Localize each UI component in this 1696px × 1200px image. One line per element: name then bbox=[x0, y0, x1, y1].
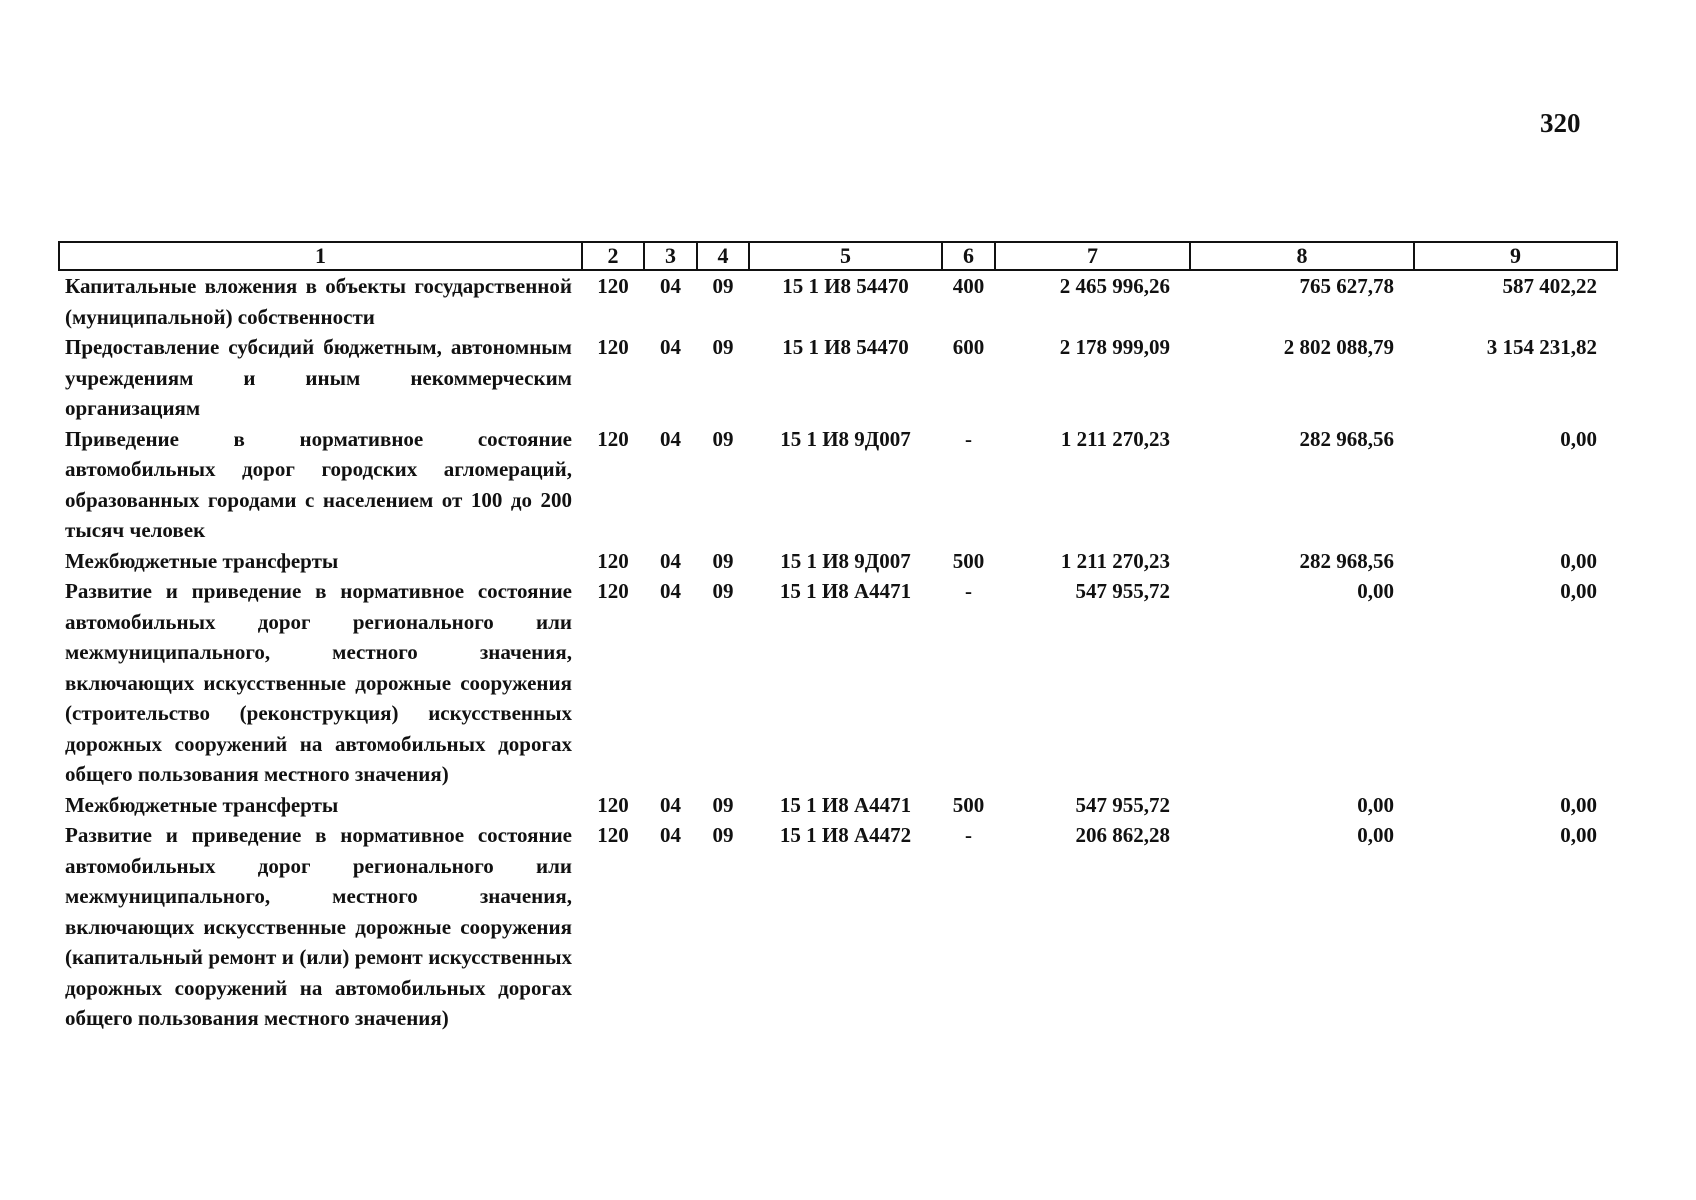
header-col-6: 6 bbox=[942, 242, 995, 270]
row-code-expense-type: - bbox=[965, 823, 972, 847]
header-col-3: 3 bbox=[644, 242, 697, 270]
row-code-section: 04 bbox=[660, 548, 681, 573]
header-col-4: 4 bbox=[697, 242, 749, 270]
row-amount-col7: 1 211 270,23 bbox=[1060, 426, 1170, 451]
row-code-expense-type: - bbox=[965, 579, 972, 603]
row-code-ministry: 120 bbox=[597, 548, 629, 573]
row-code-section: 04 bbox=[660, 792, 681, 817]
row-code-subsection: 09 bbox=[712, 335, 734, 359]
page-number: 320 bbox=[1540, 108, 1581, 138]
row-amount-col9: 0,00 bbox=[1560, 792, 1597, 817]
row-amount-col9: 0,00 bbox=[1560, 426, 1597, 451]
row-code-target: 15 1 И8 А4472 bbox=[779, 823, 912, 847]
row-amount-col9: 0,00 bbox=[1560, 548, 1597, 573]
row-amount-col9: 3 154 231,82 bbox=[1486, 335, 1597, 359]
row-name: Развитие и приведение в нормативное состояние автомобильных дорог регионального или межмуниципального, местного значения, включающих искусственные дорожные сооружения (строительство (реконструкция) искусственных дорожных сооружений на автомобильных дорогах общего пользования местного значения) bbox=[65, 579, 572, 786]
table-row bbox=[59, 576, 1617, 790]
row-code-section: 04 bbox=[660, 426, 681, 451]
row-code-ministry: 120 bbox=[597, 426, 629, 451]
row-code-target: 15 1 И8 54470 bbox=[782, 274, 909, 298]
table-row bbox=[59, 270, 1617, 332]
row-amount-col8: 0,00 bbox=[1357, 792, 1394, 817]
row-code-subsection: 09 bbox=[712, 579, 734, 603]
row-amount-col7: 1 211 270,23 bbox=[1060, 548, 1170, 573]
header-col-2: 2 bbox=[582, 242, 644, 270]
table-header bbox=[59, 242, 1617, 270]
table-body bbox=[59, 270, 1617, 1034]
row-code-expense-type: 400 bbox=[952, 274, 985, 298]
row-amount-col8: 282 968,56 bbox=[1299, 548, 1394, 573]
row-amount-col8: 282 968,56 bbox=[1299, 426, 1394, 451]
row-name: Приведение в нормативное состояние автомобильных дорог городских агломераций, образованных городами с населением от 100 до 200 тысяч человек bbox=[65, 426, 572, 542]
header-col-9: 9 bbox=[1414, 242, 1617, 270]
row-code-subsection: 09 bbox=[712, 426, 734, 451]
row-code-subsection: 09 bbox=[712, 823, 734, 847]
row-code-subsection: 09 bbox=[712, 274, 734, 298]
row-name: Развитие и приведение в нормативное состояние автомобильных дорог регионального или межмуниципального, местного значения, включающих искусственные дорожные сооружения (капитальный ремонт и (или) ремонт искусственных дорожных сооружений на автомобильных дорогах общего пользования местного значения) bbox=[65, 823, 572, 1030]
table-row bbox=[59, 546, 1617, 577]
row-code-section: 04 bbox=[660, 823, 681, 847]
row-name: Предоставление субсидий бюджетным, автономным учреждениям и иным некоммерческим организациям bbox=[65, 335, 572, 420]
row-code-target: 15 1 И8 9Д007 bbox=[780, 548, 911, 573]
header-col-7: 7 bbox=[995, 242, 1190, 270]
row-name: Капитальные вложения в объекты государственной (муниципальной) собственности bbox=[65, 274, 572, 329]
header-col-5: 5 bbox=[749, 242, 942, 270]
header-col-8: 8 bbox=[1190, 242, 1414, 270]
row-amount-col7: 547 955,72 bbox=[1075, 792, 1170, 817]
row-code-target: 15 1 И8 А4471 bbox=[779, 792, 912, 817]
row-code-section: 04 bbox=[660, 579, 681, 603]
row-code-expense-type: 500 bbox=[952, 792, 985, 817]
table-row bbox=[59, 790, 1617, 821]
table-row bbox=[59, 332, 1617, 424]
row-code-expense-type: - bbox=[965, 426, 972, 451]
row-amount-col8: 765 627,78 bbox=[1299, 274, 1394, 298]
budget-table bbox=[58, 241, 1618, 1034]
row-code-ministry: 120 bbox=[597, 579, 629, 603]
table-row bbox=[59, 820, 1617, 1034]
header-col-1: 1 bbox=[59, 242, 582, 270]
row-amount-col9: 0,00 bbox=[1560, 579, 1597, 603]
row-code-expense-type: 600 bbox=[952, 335, 985, 359]
row-amount-col7: 206 862,28 bbox=[1075, 823, 1170, 847]
budget-table-container bbox=[58, 241, 1616, 1034]
row-code-section: 04 bbox=[660, 274, 681, 298]
row-code-expense-type: 500 bbox=[952, 548, 985, 573]
row-amount-col8: 0,00 bbox=[1357, 823, 1394, 847]
row-code-target: 15 1 И8 54470 bbox=[782, 335, 909, 359]
row-name: Межбюджетные трансферты bbox=[65, 792, 339, 817]
row-code-ministry: 120 bbox=[597, 274, 629, 298]
row-code-target: 15 1 И8 9Д007 bbox=[780, 426, 911, 451]
row-code-ministry: 120 bbox=[597, 792, 629, 817]
table-row bbox=[59, 424, 1617, 546]
header-row bbox=[59, 242, 1617, 270]
row-amount-col7: 547 955,72 bbox=[1075, 579, 1170, 603]
row-amount-col9: 587 402,22 bbox=[1502, 274, 1597, 298]
row-amount-col8: 0,00 bbox=[1357, 579, 1394, 603]
row-code-ministry: 120 bbox=[597, 335, 629, 359]
row-code-ministry: 120 bbox=[597, 823, 629, 847]
row-code-subsection: 09 bbox=[712, 792, 734, 817]
row-amount-col8: 2 802 088,79 bbox=[1283, 335, 1394, 359]
row-name: Межбюджетные трансферты bbox=[65, 548, 339, 573]
row-amount-col7: 2 465 996,26 bbox=[1059, 274, 1170, 298]
row-amount-col7: 2 178 999,09 bbox=[1059, 335, 1170, 359]
row-code-section: 04 bbox=[660, 335, 681, 359]
row-code-target: 15 1 И8 А4471 bbox=[779, 579, 912, 603]
row-code-subsection: 09 bbox=[712, 548, 734, 573]
row-amount-col9: 0,00 bbox=[1560, 823, 1597, 847]
